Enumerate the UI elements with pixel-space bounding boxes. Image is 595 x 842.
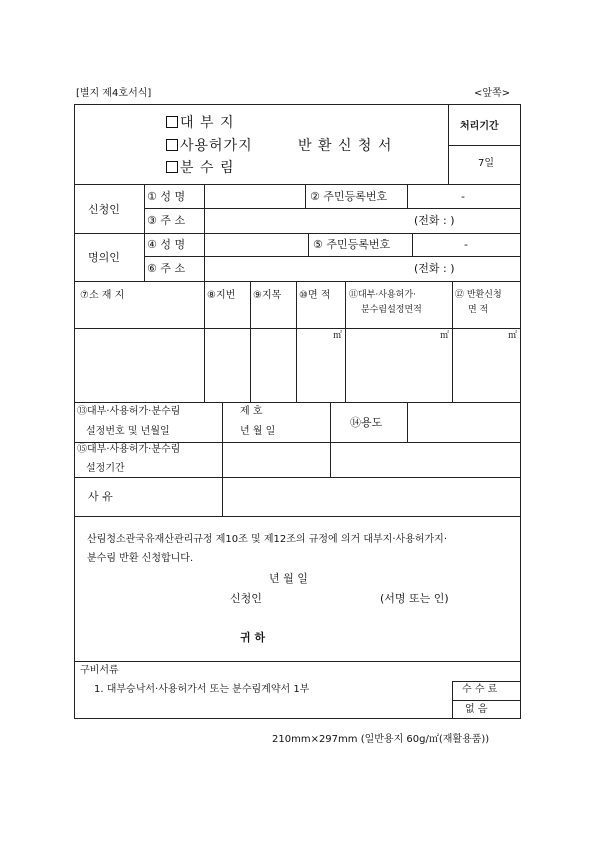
table-rule (407, 402, 408, 442)
checkbox[interactable] (166, 161, 178, 173)
table-rule (74, 661, 521, 662)
statement-sign: (서명 또는 인) (380, 592, 449, 605)
table-rule (74, 281, 521, 282)
applicant-label: 신청인 (88, 203, 120, 216)
table-rule (407, 184, 408, 208)
applicant-phone: (전화 : ) (414, 214, 455, 227)
registrant-address-label: ⑥ 주 소 (147, 262, 186, 275)
reason-field[interactable] (224, 479, 519, 514)
unit-sqm: ㎡ (440, 331, 450, 341)
applicant-address-label: ③ 주 소 (147, 214, 186, 227)
unit-sqm: ㎡ (333, 331, 343, 341)
table-rule (204, 184, 205, 281)
setting-date: 년 월 일 (240, 426, 276, 437)
statement-line-1: 산림청소관국유재산관리규정 제10조 및 제12조의 규정에 의거 대부지·사용허가지· (87, 534, 447, 545)
statement-date: 년 월 일 (269, 572, 308, 585)
table-rule (74, 402, 521, 403)
table-rule (452, 681, 521, 682)
table-rule (520, 104, 521, 719)
period-label-2: 설정기간 (86, 463, 125, 474)
table-rule (74, 104, 75, 719)
table-rule (74, 516, 521, 517)
applicant-rrn-dash: - (461, 190, 465, 203)
statement-recipient: 귀 하 (240, 631, 266, 644)
usage-label: ⑭용도 (350, 416, 383, 429)
registrant-label: 명의인 (88, 251, 120, 264)
table-rule (204, 281, 205, 402)
table-rule (452, 681, 453, 718)
docs-item: 1. 대부승낙서·사용허가서 또는 분수림계약서 1부 (94, 684, 310, 695)
table-rule (74, 328, 521, 329)
table-rule (296, 281, 297, 402)
table-rule (448, 145, 520, 146)
table-rule (250, 281, 251, 402)
reason-label: 사 유 (88, 490, 113, 503)
registrant-rrn-label: ⑤ 주민등록번호 (313, 238, 391, 251)
table-rule (452, 700, 521, 701)
table-rule (448, 104, 449, 184)
period-label-1: ⑮대부·사용허가·분수림 (77, 444, 181, 455)
table-rule (74, 104, 521, 105)
registrant-rrn-field[interactable] (414, 235, 519, 255)
statement-signer: 신청인 (230, 592, 262, 605)
period-field[interactable] (224, 444, 329, 475)
table-rule (74, 233, 521, 234)
processing-period-value: 7일 (478, 158, 495, 169)
col-set-area-2: 분수림설정면적 (361, 305, 422, 315)
usage-field[interactable] (409, 404, 519, 440)
setting-number: 제 호 (240, 406, 263, 417)
processing-period-label: 처리기간 (460, 121, 499, 132)
table-rule (222, 402, 223, 516)
table-rule (330, 402, 331, 477)
table-rule (144, 184, 145, 281)
table-rule (74, 718, 521, 719)
table-rule (144, 256, 521, 257)
docs-label: 구비서류 (80, 665, 119, 676)
form-title: 반 환 신 청 서 (298, 138, 393, 154)
registrant-phone: (전화 : ) (414, 262, 455, 275)
paper-spec: 210mm×297mm (일반용지 60g/㎡(재활용품)) (272, 734, 490, 745)
page-side: <앞쪽> (474, 88, 511, 99)
applicant-name-field[interactable] (206, 186, 304, 206)
registrant-address-field[interactable] (206, 258, 406, 279)
title-option-lease: 대 부 지 (166, 115, 234, 131)
setting-label-2: 설정번호 및 년월일 (86, 426, 170, 437)
table-rule (74, 477, 521, 478)
setting-label-1: ⑬대부·사용허가·분수림 (77, 406, 181, 417)
table-rule (412, 233, 413, 256)
statement-line-2: 분수림 반환 신청합니다. (87, 553, 194, 564)
applicant-rrn-field[interactable] (409, 186, 519, 206)
fee-value: 없 음 (465, 704, 488, 715)
table-rule (345, 281, 346, 402)
checkbox[interactable] (166, 139, 178, 151)
table-rule (74, 184, 521, 185)
unit-sqm: ㎡ (508, 331, 518, 341)
col-set-area-1: ⑪대부·사용허가· (349, 290, 416, 300)
applicant-name-label: ① 성 명 (147, 190, 186, 203)
table-rule (144, 208, 521, 209)
col-area: ⑩면 적 (299, 290, 331, 301)
col-return-area-1: ⑫ 반환신청 (455, 290, 502, 300)
applicant-address-field[interactable] (206, 210, 406, 231)
title-option-permit: 사용허가지 (166, 138, 253, 154)
table-rule (452, 281, 453, 402)
col-land-category: ⑨지목 (253, 290, 282, 301)
registrant-name-label: ④ 성 명 (147, 238, 186, 251)
checkbox[interactable] (166, 116, 178, 128)
table-rule (308, 233, 309, 256)
registrant-rrn-dash: - (464, 238, 468, 251)
col-lot-number: ⑧지번 (207, 290, 236, 301)
col-location: ⑦소 재 지 (80, 290, 125, 301)
table-rule (305, 184, 306, 208)
registrant-name-field[interactable] (206, 235, 306, 255)
col-return-area-2: 면 적 (468, 305, 489, 315)
location-field[interactable] (76, 340, 203, 400)
fee-label: 수 수 료 (462, 684, 498, 695)
table-rule (74, 442, 521, 443)
title-option-forest: 분 수 림 (166, 160, 234, 176)
form-number: [별지 제4호서식] (76, 88, 152, 99)
applicant-rrn-label: ② 주민등록번호 (310, 190, 388, 203)
